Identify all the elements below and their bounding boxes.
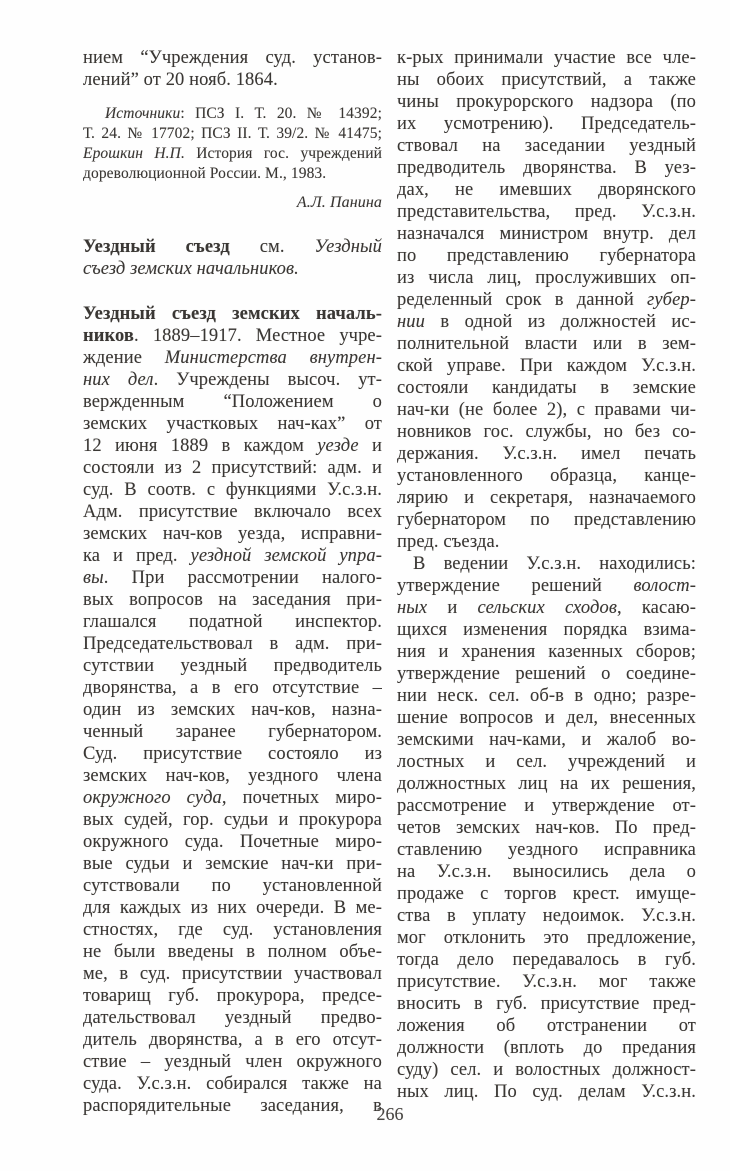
text-run: Министерства внутрен- [164, 348, 382, 368]
text-line [83, 611, 382, 633]
text-line [83, 765, 382, 787]
text-run: ных [397, 598, 428, 618]
text-line [397, 509, 696, 531]
text-line [397, 575, 696, 597]
text-run: новников гос. службы, но без со- [397, 422, 696, 442]
text-run: вносить в губ. присутствие пред- [397, 994, 696, 1014]
text-run: 12 июня 1889 в каждом [83, 436, 318, 456]
text-run: предводитель дворянства. В уез- [397, 158, 696, 178]
text-run: : ПСЗ I. Т. 20. № 14392; [180, 105, 382, 122]
text-run: Уездный съезд [83, 237, 230, 257]
text-run: суду) сел. и волостных должност- [397, 1060, 696, 1080]
text-run: дворянства, а в его отсутствие – [83, 678, 382, 698]
text-line [83, 1029, 382, 1051]
text-line [397, 443, 696, 465]
text-line [397, 223, 696, 245]
text-run: , почетных миро- [221, 788, 382, 808]
text-run: них дел [83, 370, 154, 390]
text-run: вых вопросов на заседания при- [83, 590, 382, 610]
text-line [83, 743, 382, 765]
text-run: нии [397, 312, 425, 332]
text-line [83, 831, 382, 853]
text-run: Адм. присутствие включало всех [83, 502, 382, 522]
text-run: нием “Учреждения суд. установ- [83, 48, 382, 68]
text-run: нии неск. сел. об-в в одно; разре- [397, 686, 696, 706]
text-line [397, 663, 696, 685]
text-run: присутствие. У.с.з.н. мог также [397, 972, 696, 992]
text-line [397, 949, 696, 971]
text-run: губернатором по представлению [397, 510, 696, 530]
text-run: ме, в суд. присутствии участвовал [83, 964, 382, 984]
text-run: четов земских нач-ков. По пред- [397, 818, 696, 838]
text-line [397, 993, 696, 1015]
text-line [397, 421, 696, 443]
text-run: вых судей, гор. судьи и прокурора [83, 810, 382, 830]
text-line [83, 963, 382, 985]
text-line [83, 1051, 382, 1073]
text-line [397, 619, 696, 641]
text-run: в одной из должностей ис- [424, 312, 696, 332]
text-run: нач-ки (не более 2), с правами чи- [397, 400, 696, 420]
text-run: щихся изменения порядка взима- [397, 620, 696, 640]
text-line [397, 905, 696, 927]
text-run: сутствовали по установленной [83, 876, 382, 896]
text-line [397, 311, 696, 333]
text-line [83, 501, 382, 523]
text-line [397, 113, 696, 135]
text-line [83, 809, 382, 831]
text-line [397, 641, 696, 663]
text-line [397, 883, 696, 905]
text-run: утверждение решений [397, 576, 634, 596]
text-run: дательствовал уездный предво- [83, 1008, 382, 1028]
author-signature [83, 193, 382, 213]
text-run: ны обоих присутствий, а также [397, 70, 696, 90]
text-line [397, 69, 696, 91]
text-run: ства в уплату недоимок. У.с.з.н. [397, 906, 696, 926]
text-run: должности (вплоть до предания [397, 1038, 696, 1058]
text-run: мог отклонить это предложение, [397, 928, 696, 948]
text-line [397, 135, 696, 157]
text-run: продаже с торгов крест. имуще- [397, 884, 696, 904]
entry-paragraph-duties [397, 553, 696, 1103]
text-line [397, 1015, 696, 1037]
right-column [397, 47, 696, 1117]
text-line [83, 985, 382, 1007]
text-line [397, 729, 696, 751]
text-line [397, 971, 696, 993]
text-line [83, 787, 382, 809]
text-run: установленного образца, канце- [397, 466, 696, 486]
text-run: пред. съезда. [397, 532, 500, 552]
text-line [83, 144, 382, 164]
text-line [397, 751, 696, 773]
text-run: ждение [83, 348, 165, 368]
text-run: по представлению губернатора [397, 246, 696, 266]
text-run: представительства, пред. У.с.з.н. [397, 202, 696, 222]
text-line [83, 567, 382, 589]
text-line [397, 377, 696, 399]
text-run: рассмотрение и утверждение от- [397, 796, 696, 816]
text-run: см. [229, 237, 315, 257]
text-line [397, 1081, 696, 1103]
text-run: дитель дворянства, а в его отсут- [83, 1030, 382, 1050]
text-run: Уездный съезд земских началь- [83, 304, 382, 324]
text-run: вые судьи и земские нач-ки при- [83, 854, 382, 874]
text-line [83, 325, 382, 347]
text-line [83, 699, 382, 721]
text-line [397, 201, 696, 223]
text-run: должностных лиц на их решения, [397, 774, 696, 794]
text-run: окружного суда. Почетные миро- [83, 832, 382, 852]
text-run: товарищ губ. прокурора, предсе- [83, 986, 382, 1006]
text-run: А.Л. Панина [296, 194, 382, 211]
text-run: вы [83, 568, 104, 588]
text-line [397, 773, 696, 795]
text-line [397, 179, 696, 201]
text-line [83, 47, 382, 69]
text-run: из числа лиц, прослуживших оп- [397, 268, 696, 288]
left-column [83, 47, 382, 1117]
text-run: . 1889–1917. Местное учре- [134, 326, 382, 346]
text-run: ствие – уездный член окружного [83, 1052, 382, 1072]
text-run: губер- [647, 290, 696, 310]
text-run: Суд. присутствие состояло из [83, 744, 382, 764]
text-run: земскими нач-ками, и жалоб во- [397, 730, 696, 750]
text-line [83, 258, 382, 280]
text-run: глашался податной инспектор. [83, 612, 382, 632]
text-line [83, 413, 382, 435]
text-run: земских нач-ков уезда, исправни- [83, 524, 382, 544]
text-line [83, 435, 382, 457]
text-columns [83, 47, 696, 1117]
text-run: ложения об отстранении от [397, 1016, 696, 1036]
text-line [83, 655, 382, 677]
text-run: Источники [105, 105, 181, 122]
text-run: дореволюционной России. М., 1983. [83, 165, 327, 182]
text-run: В ведении У.с.з.н. находились: [413, 554, 696, 574]
text-line [397, 1037, 696, 1059]
text-run: ределенный срок в данной [397, 290, 648, 310]
page-number: 266 [376, 1104, 404, 1124]
text-run: сельских сходов [477, 598, 617, 618]
text-run: к-рых принимали участие все чле- [397, 48, 696, 68]
text-run: уезде [317, 436, 359, 456]
text-line [83, 633, 382, 655]
text-line [397, 861, 696, 883]
text-line [83, 853, 382, 875]
text-run: распорядительные заседания, в [83, 1096, 382, 1116]
text-run: История гос. учреждений [184, 145, 382, 162]
text-run: стностях, где суд. установления [83, 920, 382, 940]
text-run: , касаю- [616, 598, 696, 618]
text-run: вержденным “Положением о [83, 392, 382, 412]
text-line [83, 479, 382, 501]
text-run: утверждение решений о соедине- [397, 664, 696, 684]
text-line [83, 1007, 382, 1029]
text-line [83, 1073, 382, 1095]
text-run: съезд земских начальников. [83, 259, 299, 279]
text-line [83, 545, 382, 567]
entry-main [83, 303, 382, 1117]
text-line [83, 164, 382, 184]
text-line [397, 289, 696, 311]
text-run: один из земских нач-ков, назна- [83, 700, 382, 720]
text-run: шение вопросов и дел, внесенных [397, 708, 696, 728]
text-run: чины прокурорского надзора (по [397, 92, 696, 112]
text-run: Уездный [314, 237, 382, 257]
text-line [83, 69, 382, 91]
text-line [83, 236, 382, 258]
text-run: дах, не имевших дворянского [397, 180, 696, 200]
text-run: на У.с.з.н. выносились дела о [397, 862, 696, 882]
text-run: земских нач-ков, уездного члена [83, 766, 382, 786]
text-run: и [427, 598, 478, 618]
text-line [83, 919, 382, 941]
text-line [397, 267, 696, 289]
text-run: назначался министром внутр. дел [397, 224, 696, 244]
text-run: ставлению уездного исправника [397, 840, 696, 860]
text-line [83, 523, 382, 545]
text-line [397, 553, 696, 575]
text-line [397, 245, 696, 267]
text-run: тогда дело передавалось в губ. [397, 950, 696, 970]
entry-main-continuation [397, 47, 696, 553]
text-run: ка и пред. [83, 546, 191, 566]
text-run: ской управе. При каждом У.с.з.н. [397, 356, 696, 376]
text-run: ников [83, 326, 135, 346]
text-run: суд. В соотв. с функциями У.с.з.н. [83, 480, 382, 500]
text-line [83, 457, 382, 479]
text-run: окружного суда [83, 788, 222, 808]
text-run: и [358, 436, 382, 456]
text-line [83, 589, 382, 611]
text-line [397, 399, 696, 421]
text-line [83, 875, 382, 897]
text-run: ния и хранения казенных сборов; [397, 642, 696, 662]
text-run: . Учреждены высоч. ут- [153, 370, 382, 390]
text-line [83, 677, 382, 699]
text-run: полнительной власти или в зем- [397, 334, 696, 354]
text-line [83, 941, 382, 963]
text-run: ствовал на заседании уездный [397, 136, 696, 156]
text-line [397, 597, 696, 619]
text-run: держания. У.с.з.н. имел печать [397, 444, 696, 464]
text-line [83, 347, 382, 369]
entry-continuation [83, 47, 382, 91]
text-run: сутствии уездный предводитель [83, 656, 382, 676]
text-line [83, 369, 382, 391]
text-line [83, 193, 382, 213]
text-line [397, 685, 696, 707]
sources [83, 104, 382, 184]
text-run: их усмотрению). Председатель- [397, 114, 696, 134]
text-line [397, 47, 696, 69]
text-run: земских участковых нач-ках” от [83, 414, 382, 434]
text-line [397, 927, 696, 949]
text-run: состояли кандидаты в земские [397, 378, 696, 398]
text-line [83, 303, 382, 325]
text-run: лений” от 20 нояб. 1864. [83, 70, 278, 90]
text-line [397, 91, 696, 113]
text-run: состояли из 2 присутствий: адм. и [83, 458, 382, 478]
text-run: Ерошкин Н.П. [83, 145, 185, 162]
text-run: не были введены в полном объе- [83, 942, 382, 962]
text-line [397, 157, 696, 179]
text-line [83, 391, 382, 413]
text-line [397, 531, 696, 553]
text-line [83, 124, 382, 144]
text-line [397, 333, 696, 355]
text-run: ченный заранее губернатором. [83, 722, 382, 742]
text-run: волост- [633, 576, 696, 596]
text-run: ных лиц. По суд. делам У.с.з.н. [397, 1082, 696, 1102]
text-run: лостных и сел. учреждений и [397, 752, 696, 772]
text-run: Т. 24. № 17702; ПСЗ II. Т. 39/2. № 41475; [83, 125, 382, 142]
text-line [83, 104, 382, 124]
text-run: уездной земской упра- [190, 546, 382, 566]
text-line [397, 707, 696, 729]
text-line [83, 721, 382, 743]
text-run: . При рассмотрении налого- [103, 568, 382, 588]
text-line [397, 1059, 696, 1081]
text-line [83, 897, 382, 919]
text-line [397, 487, 696, 509]
text-line [397, 355, 696, 377]
text-run: Председательствовал в адм. при- [83, 634, 382, 654]
text-run: лярию и секретаря, назначаемого [397, 488, 696, 508]
text-line [397, 817, 696, 839]
text-run: для каждых из них очереди. В ме- [83, 898, 382, 918]
text-line [397, 839, 696, 861]
text-line [397, 465, 696, 487]
entry-cross-reference [83, 236, 382, 280]
text-line [397, 795, 696, 817]
text-run: суда. У.с.з.н. собирался также на [83, 1074, 382, 1094]
